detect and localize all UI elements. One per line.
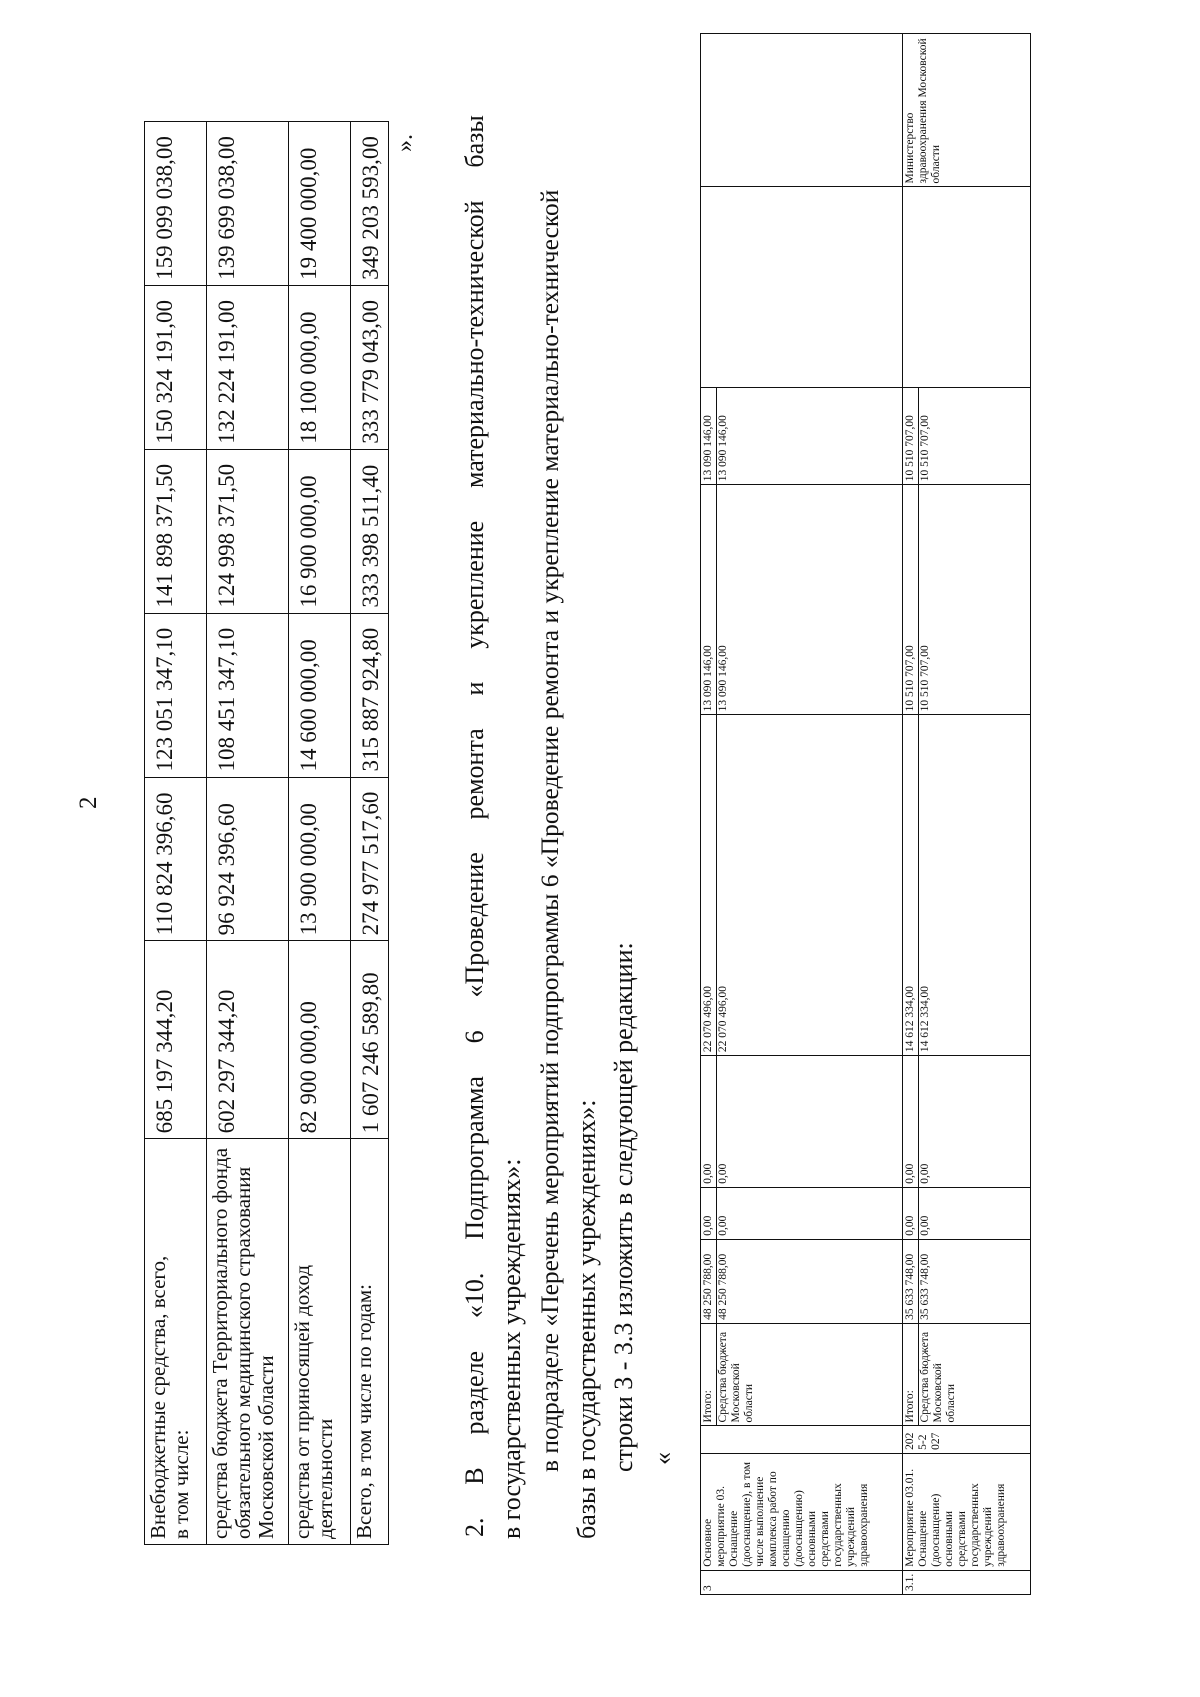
word: укрепление xyxy=(460,520,489,649)
value-line: 48 250 788,00 xyxy=(702,1253,714,1320)
word: и xyxy=(460,681,489,696)
value-cell: 96 924 396,60 xyxy=(207,777,289,941)
value-line: 10 510 707,00 xyxy=(918,388,932,485)
word: В xyxy=(460,1467,489,1485)
row-label xyxy=(289,1139,351,1545)
year-cell xyxy=(903,1187,1031,1239)
row-number: 3.1. xyxy=(903,1570,1031,1594)
value-cell: 333 779 043,00 xyxy=(351,285,389,449)
label-line: в том числе: xyxy=(169,1429,193,1539)
value-line: 0,00 xyxy=(702,1163,714,1184)
value-cell: 333 398 511,40 xyxy=(351,449,389,613)
value-line: 0,00 xyxy=(716,1188,730,1239)
word: 2. xyxy=(460,1517,489,1537)
closing-quote: ». xyxy=(392,134,418,152)
word: «10. xyxy=(460,1272,489,1319)
row-label xyxy=(207,1139,289,1545)
value-cell: 1 607 246 589,80 xyxy=(351,941,389,1139)
measure-name: Основное мероприятие 03. Оснащение (дооснащение), в том числе выполнение комплекса работ по оснащению (дооснащению) основными средствами государственных учреждений здравоохранения xyxy=(701,1453,903,1570)
table-row xyxy=(701,34,903,1595)
value-cell: 108 451 347,10 xyxy=(207,613,289,777)
source-line: Средства бюджета Московской области xyxy=(716,1324,756,1426)
value-line: 10 510 707,00 xyxy=(918,485,932,714)
page-number: 2 xyxy=(75,796,102,809)
value-line: 35 633 748,00 xyxy=(918,1240,932,1323)
value-line: 13 090 146,00 xyxy=(702,645,714,712)
value-cell: 315 887 924,80 xyxy=(351,613,389,777)
value-cell: 18 100 000,00 xyxy=(289,285,351,449)
value-cell: 159 099 038,00 xyxy=(145,122,207,286)
paragraph-2-line-1: в подразделе «Перечень мероприятий подпрограммы 6 «Проведение ремонта и укрепление материально-технической xyxy=(535,189,564,1472)
value-line: 10 510 707,00 xyxy=(904,415,916,482)
paragraph-3: строки 3 - 3.3 изложить в следующей редакции: xyxy=(609,942,638,1472)
table-row xyxy=(289,122,351,1545)
source-line: Итого: xyxy=(904,1390,916,1423)
year-cell xyxy=(701,387,903,485)
label-line: обязательного медицинского страхования xyxy=(231,1166,255,1539)
row-label xyxy=(351,1139,389,1545)
value-cell: 602 297 344,20 xyxy=(207,941,289,1139)
empty-cell xyxy=(701,187,903,387)
row-number: 3 xyxy=(701,1570,903,1594)
value-cell: 14 600 000,00 xyxy=(289,613,351,777)
label-line: средства бюджета Территориального фонда xyxy=(208,1147,232,1539)
word: базы xyxy=(460,115,489,168)
table-row xyxy=(903,34,1031,1595)
year-cell xyxy=(701,485,903,715)
period: 2025-2027 xyxy=(903,1426,1031,1453)
value-line: 13 090 146,00 xyxy=(716,485,730,714)
value-cell: 150 324 191,00 xyxy=(145,285,207,449)
value-line: 48 250 788,00 xyxy=(716,1240,730,1323)
total-cell xyxy=(701,1239,903,1323)
financing-table xyxy=(144,121,389,1545)
source-line: Итого: xyxy=(702,1390,714,1423)
value-line: 0,00 xyxy=(904,1215,916,1236)
year-cell xyxy=(701,1056,903,1188)
value-line: 14 612 334,00 xyxy=(918,715,932,1055)
year-cell xyxy=(903,387,1031,485)
period xyxy=(701,1426,903,1453)
table-row-total xyxy=(351,122,389,1545)
value-line: 10 510 707,00 xyxy=(904,645,916,712)
table-row xyxy=(145,122,207,1545)
paragraph-1-line-2: в государственных учреждениях»: xyxy=(497,1158,526,1539)
word: «Проведение xyxy=(460,852,489,998)
source-line: Средства бюджета Московской области xyxy=(918,1324,958,1426)
label-line: Всего, в том числе по годам: xyxy=(352,1284,376,1539)
value-cell: 13 900 000,00 xyxy=(289,777,351,941)
label-line: средства от приносящей доход xyxy=(290,1264,314,1539)
sources xyxy=(903,1323,1031,1426)
year-cell xyxy=(903,715,1031,1056)
row-label xyxy=(145,1139,207,1545)
value-cell: 82 900 000,00 xyxy=(289,941,351,1139)
value-cell: 123 051 347,10 xyxy=(145,613,207,777)
label-line: Московской области xyxy=(254,1355,278,1539)
value-line: 22 070 496,00 xyxy=(702,985,714,1053)
value-cell: 132 224 191,00 xyxy=(207,285,289,449)
word: Подпрограмма xyxy=(460,1076,489,1240)
word: 6 xyxy=(460,1030,489,1044)
year-cell xyxy=(701,715,903,1056)
value-cell: 685 197 344,20 xyxy=(145,941,207,1139)
word: разделе xyxy=(460,1350,489,1435)
value-line: 0,00 xyxy=(918,1188,932,1239)
value-cell: 349 203 593,00 xyxy=(351,122,389,286)
executor xyxy=(701,34,903,187)
value-line: 0,00 xyxy=(918,1056,932,1187)
value-cell: 139 699 038,00 xyxy=(207,122,289,286)
executor: Министерство здравоохранения Московской области xyxy=(903,34,1031,187)
total-cell xyxy=(903,1239,1031,1323)
year-cell xyxy=(903,1056,1031,1188)
year-cell xyxy=(701,1187,903,1239)
value-line: 13 090 146,00 xyxy=(716,388,730,485)
year-cell xyxy=(903,485,1031,715)
value-cell: 16 900 000,00 xyxy=(289,449,351,613)
empty-cell xyxy=(903,187,1031,387)
value-line: 22 070 496,00 xyxy=(716,715,730,1055)
paragraph-2-line-2: базы в государственных учреждениях»: xyxy=(572,1099,601,1539)
label-line: Внебюджетные средства, всего, xyxy=(146,1255,170,1539)
sources xyxy=(701,1323,903,1426)
value-line: 35 633 748,00 xyxy=(904,1253,916,1320)
label-line: деятельности xyxy=(313,1418,337,1539)
value-cell: 110 824 396,60 xyxy=(145,777,207,941)
value-line: 0,00 xyxy=(702,1215,714,1236)
value-line: 0,00 xyxy=(904,1163,916,1184)
value-cell: 141 898 371,50 xyxy=(145,449,207,613)
word: материально-технической xyxy=(460,200,489,488)
value-line: 0,00 xyxy=(716,1056,730,1187)
paragraph-1-line-1 xyxy=(460,115,490,1537)
value-cell: 274 977 517,60 xyxy=(351,777,389,941)
measures-table xyxy=(700,33,1031,1595)
word: ремонта xyxy=(460,728,489,820)
value-cell: 124 998 371,50 xyxy=(207,449,289,613)
value-line: 13 090 146,00 xyxy=(702,415,714,482)
table-row xyxy=(207,122,289,1545)
opening-quote: « xyxy=(648,1452,677,1465)
measure-name: Мероприятие 03.01. Оснащение (дооснащение) основными средствами государственных учреждений здравоохранения xyxy=(903,1453,1031,1570)
value-line: 14 612 334,00 xyxy=(904,985,916,1053)
value-cell: 19 400 000,00 xyxy=(289,122,351,286)
